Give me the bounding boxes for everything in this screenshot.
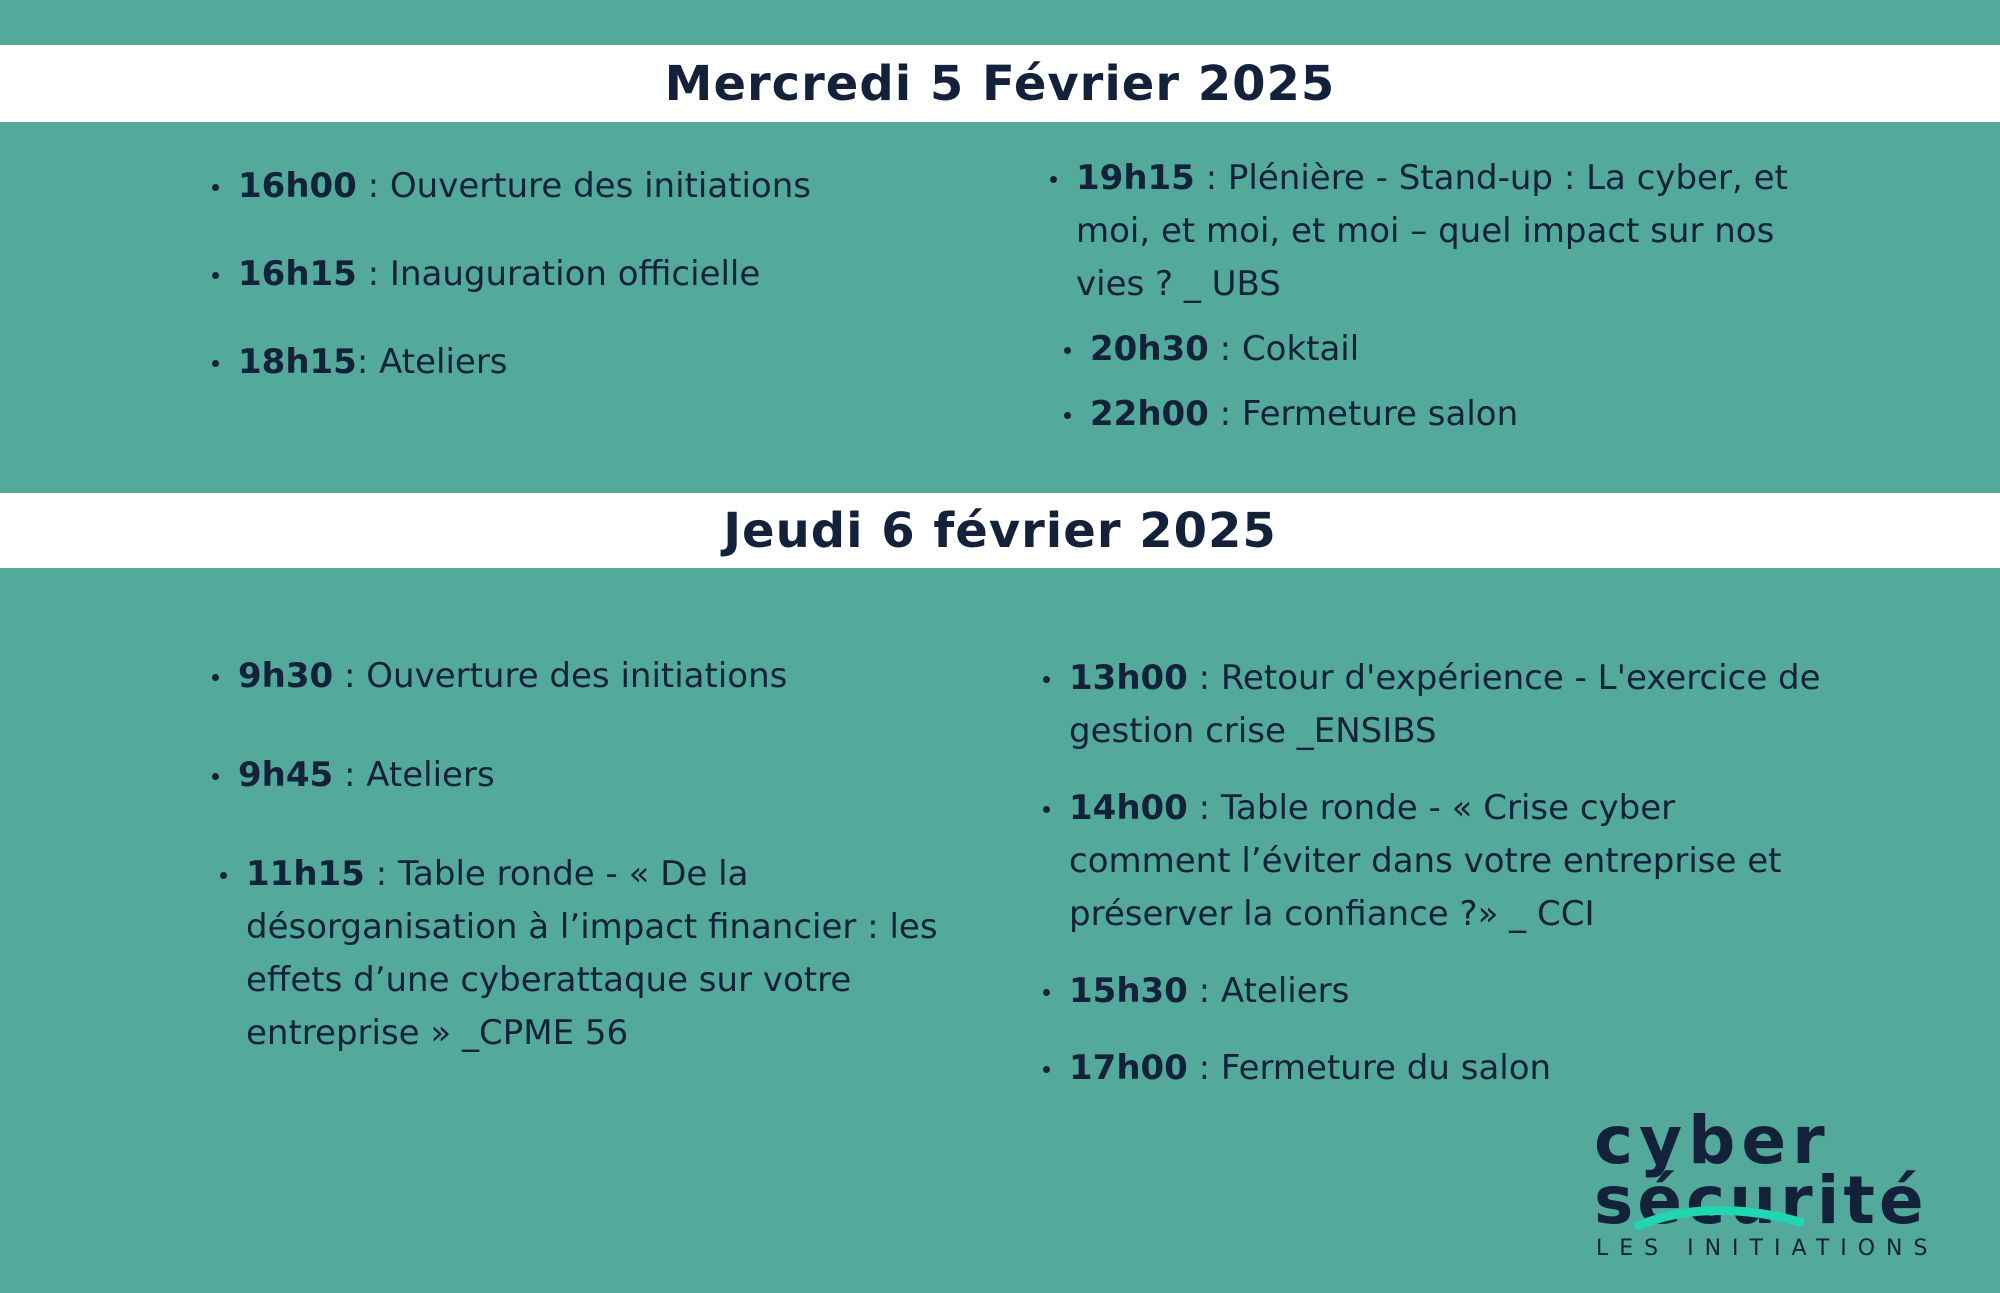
schedule-text: : Ateliers [356,342,508,382]
schedule-item [212,650,972,703]
schedule-time: 13h00 [1069,658,1188,698]
day1-right-schedule [1050,152,1810,453]
day1-header-band [0,45,2000,122]
logo-word-cyber: cyber [1594,1102,1831,1179]
schedule-item [1043,1042,1823,1095]
schedule-time: 9h45 [238,755,334,795]
schedule-item [1043,652,1823,758]
schedule-item [1064,323,1810,376]
schedule-text: : Inauguration officielle [356,254,761,294]
schedule-item [1043,782,1823,941]
schedule-item [1050,152,1810,311]
cyber-securite-logo [1594,1102,1974,1268]
schedule-item [220,848,972,1060]
schedule-time: 15h30 [1069,971,1188,1011]
schedule-item [1064,388,1810,441]
schedule-time: 22h00 [1090,394,1209,434]
schedule-time: 9h30 [238,656,334,696]
schedule-text: : Ouverture des initiations [333,656,788,696]
day1-title: Mercredi 5 Février 2025 [664,55,1336,112]
schedule-item [212,336,972,389]
schedule-text: : Retour d'expérience - L'exercice de gestion crise _ENSIBS [1069,658,1821,751]
schedule-time: 11h15 [246,854,365,894]
schedule-item [212,160,972,213]
schedule-text: : Ateliers [1187,971,1350,1011]
schedule-time: 19h15 [1076,158,1195,198]
schedule-text: : Ouverture des initiations [356,166,811,206]
schedule-time: 17h00 [1069,1048,1188,1088]
schedule-text: : Coktail [1208,329,1360,369]
schedule-text: : Plénière - Stand-up : La cyber, et moi, et moi, et moi – quel impact sur nos vies ? _ UBS [1076,158,1788,304]
day2-left-schedule [212,650,972,1106]
schedule-text: : Ateliers [333,755,495,795]
logo-word-securite: sécurité [1594,1162,1928,1239]
day2-header-band [0,493,2000,568]
schedule-text: : Fermeture salon [1208,394,1519,434]
schedule-item [212,248,972,301]
day1-left-schedule [212,160,972,424]
schedule-text: : Table ronde - « Crise cyber comment l’éviter dans votre entreprise et préserver la confiance ?» _ CCI [1069,788,1782,934]
schedule-time: 16h15 [238,254,357,294]
schedule-time: 18h15 [238,342,357,382]
logo-tagline: LES INITIATIONS [1596,1236,1939,1261]
logo-swoosh-icon [1634,1204,1804,1234]
schedule-time: 20h30 [1090,329,1209,369]
schedule-text: : Table ronde - « De la désorganisation à l’impact financier : les effets d’une cyberattaque sur votre entreprise » _CPME 56 [246,854,938,1053]
schedule-time: 14h00 [1069,788,1188,828]
day2-title: Jeudi 6 février 2025 [723,502,1277,559]
day2-right-schedule [1043,652,1823,1119]
schedule-item [212,749,972,802]
schedule-time: 16h00 [238,166,357,206]
schedule-text: : Fermeture du salon [1187,1048,1552,1088]
schedule-item [1043,965,1823,1018]
